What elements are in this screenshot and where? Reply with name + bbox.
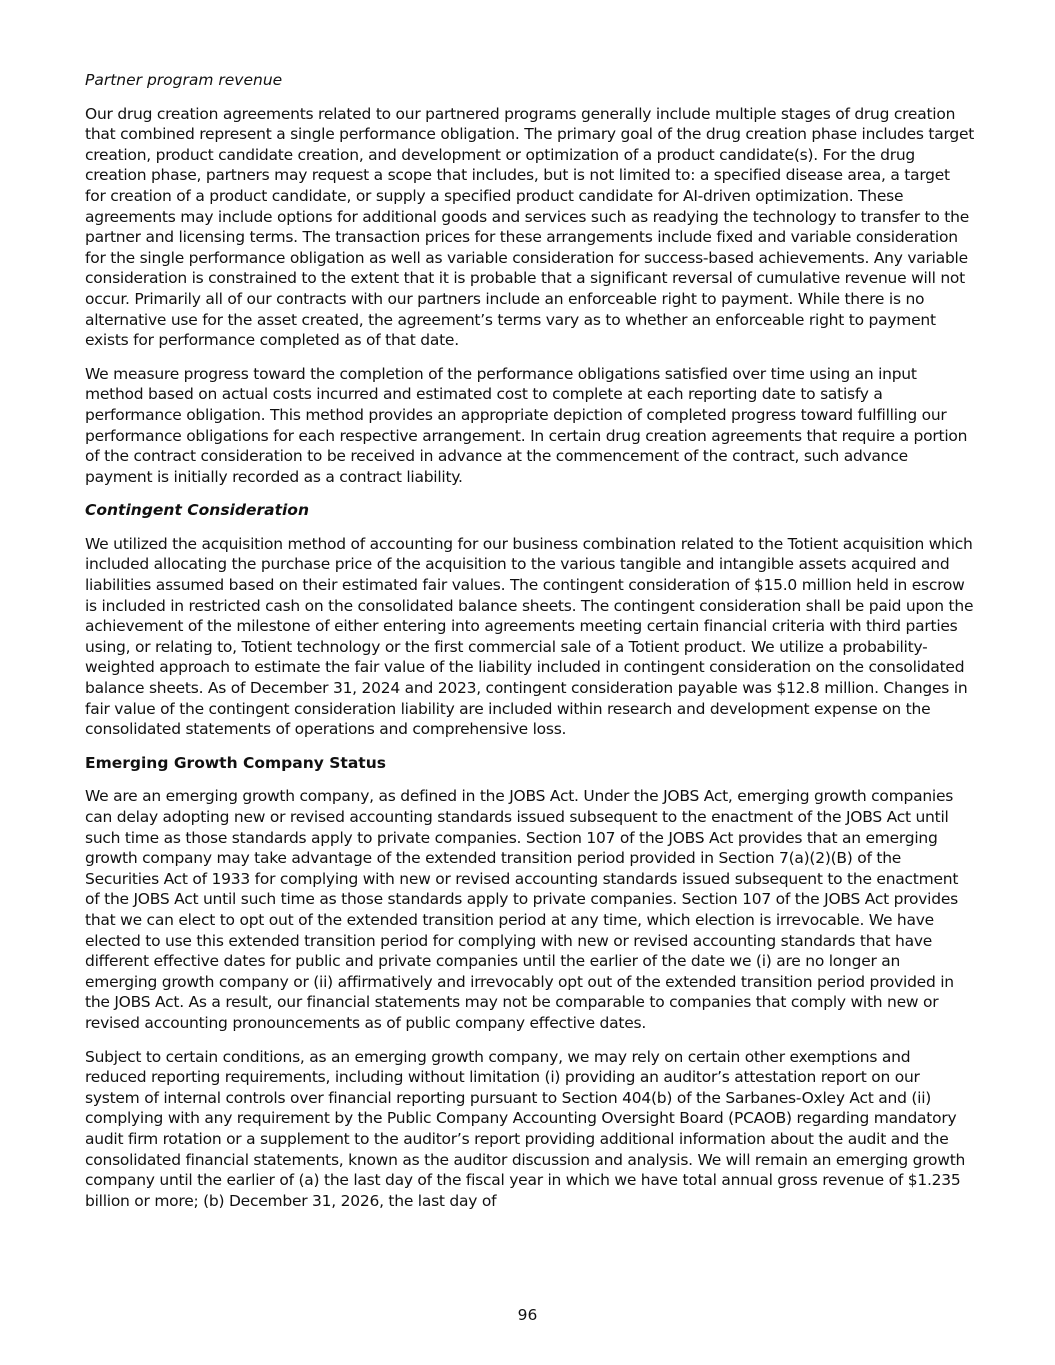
document-page — [85, 70, 975, 1224]
paragraph: We measure progress toward the completion of the performance obligations satisfied over time using an input method based on actual costs incurred and estimated cost to complete at each reporting date to satisfy a performance obligation. This method provides an appropriate depiction of completed progress toward fulfilling our performance obligations for each respective arrangement. In certain drug creation agreements that require a portion of the contract consideration to be received in advance at the commencement of the contract, such advance payment is initially recorded as a contract liability. — [85, 364, 968, 486]
paragraph: We are an emerging growth company, as defined in the JOBS Act. Under the JOBS Act, emerging growth companies can delay adopting new or revised accounting standards issued subsequent to the enactment of the JOBS Act until such time as those standards apply to private companies. Section 107 of the JOBS Act provides that an emerging growth company may take advantage of the extended transition period provided in Section 7(a)(2)(B) of the Securities Act of 1933 for complying with new or revised accounting standards issued subsequent to the enactment of the JOBS Act until such time as those standards apply to private companies. Section 107 of the JOBS Act provides that we can elect to opt out of the extended transition period at any time, which election is irrevocable. We have elected to use this extended transition period for complying with new or revised accounting standards that have different effective dates for public and private companies until the earlier of the date we (i) are no longer an emerging growth company or (ii) affirmatively and irrevocably opt out of the extended transition period provided in the JOBS Act. As a result, our financial statements may not be comparable to companies that comply with new or revised accounting pronouncements as of public company effective dates. — [85, 787, 959, 1032]
paragraph: Our drug creation agreements related to our partnered programs generally include multiple stages of drug creation that combined represent a single performance obligation. The primary goal of the drug creation phase includes target creation, product candidate creation, and development or optimization of a product candidate(s). For the drug creation phase, partners may request a scope that includes, but is not limited to: a specified disease area, a target for creation of a product candidate, or supply a specified product candidate for AI-driven optimization. These agreements may include options for additional goods and services such as readying the technology to transfer to the partner and licensing terms. The transaction prices for these arrangements include fixed and variable consideration for the single performance obligation as well as variable consideration for success-based achievements. Any variable consideration is constrained to the extent that it is probable that a significant reversal of cumulative revenue will not occur. Primarily all of our contracts with our partners include an enforceable right to payment. While there is no alternative use for the asset created, the agreement’s terms vary as to whether an enforceable right to payment exists for performance completed as of that date. — [85, 104, 975, 350]
section-heading-contingent-consideration: Contingent Consideration — [85, 501, 309, 520]
section-heading-partner-program-revenue: Partner program revenue — [85, 71, 283, 89]
page-number: 96 — [517, 1306, 538, 1324]
section-heading-emerging-growth-company-status: Emerging Growth Company Status — [85, 753, 386, 772]
paragraph: Subject to certain conditions, as an emerging growth company, we may rely on certain other exemptions and reduced reporting requirements, including without limitation (i) providing an auditor’s attestation report on our system of internal controls over financial reporting pursuant to Section 404(b) of the Sarbanes-Oxley Act and (ii) complying with any requirement by the Public Company Accounting Oversight Board (PCAOB) regarding mandatory audit firm rotation or a supplement to the auditor’s report providing additional information about the audit and the consolidated financial statements, known as the auditor discussion and analysis. We will remain an emerging growth company until the earlier of (a) the last day of the fiscal year in which we have total annual gross revenue of $1.235 billion or more; (b) December 31, 2026, the last day of — [85, 1047, 966, 1210]
paragraph: We utilized the acquisition method of accounting for our business combination related to the Totient acquisition which included allocating the purchase price of the acquisition to the various tangible and intangible assets acquired and liabilities assumed based on their estimated fair values. The contingent consideration of $15.0 million held in escrow is included in restricted cash on the consolidated balance sheets. The contingent consideration shall be paid upon the achievement of the milestone of either entering into agreements meeting certain financial criteria with third parties using, or relating to, Totient technology or the first commercial sale of a Totient product. We utilize a probability-weighted approach to estimate the fair value of the liability included in contingent consideration on the consolidated balance sheets. As of December 31, 2024 and 2023, contingent consideration payable was $12.8 million. Changes in fair value of the contingent consideration liability are included within research and development expense on the consolidated statements of operations and comprehensive loss. — [85, 534, 974, 739]
